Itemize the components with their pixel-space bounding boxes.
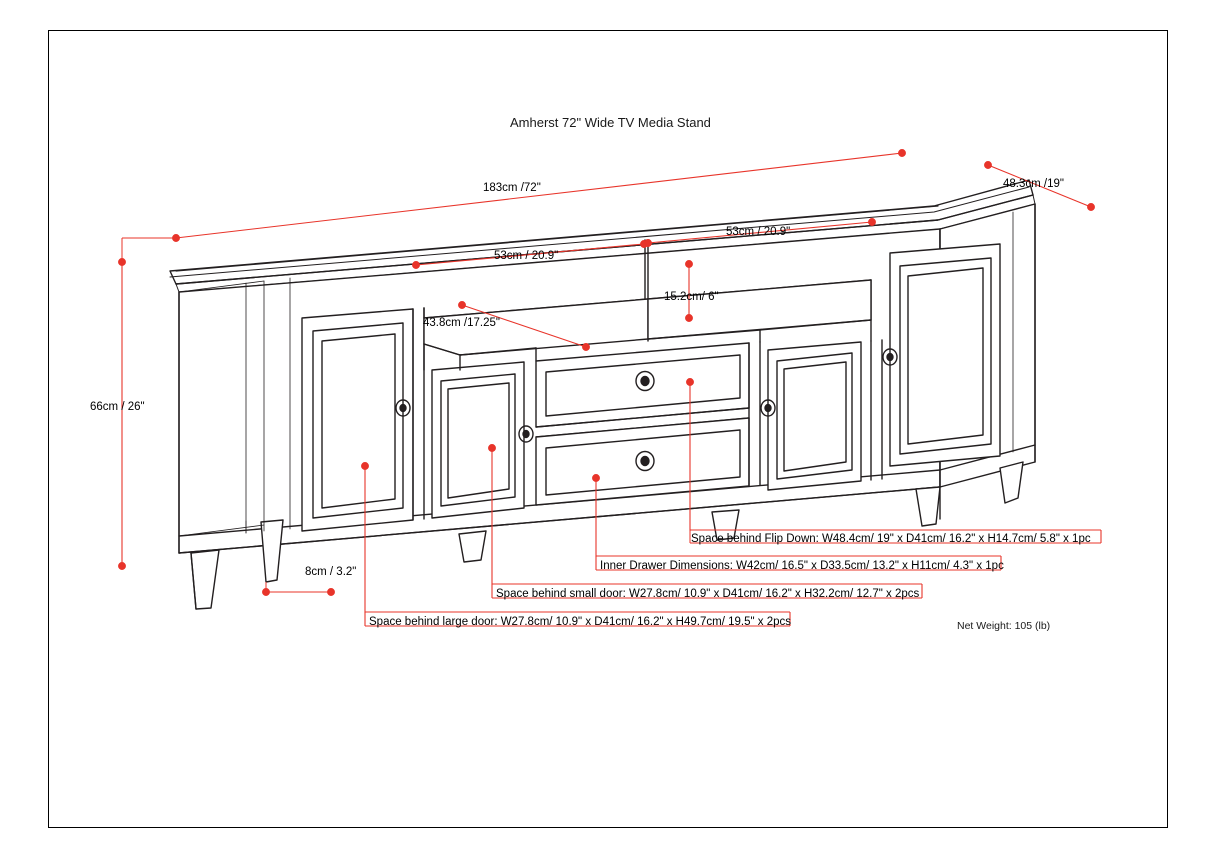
note-small-door: Space behind small door: W27.8cm/ 10.9" x D41cm/ 16.2" x H32.2cm/ 12.7" x 2pcs	[496, 588, 920, 600]
dimension-center-opening-height: 15.2cm/ 6"	[664, 291, 719, 303]
dimension-left-opening-width: 53cm / 20.9"	[494, 250, 559, 262]
note-inner-drawer: Inner Drawer Dimensions: W42cm/ 16.5" x D33.5cm/ 13.2" x H11cm/ 4.3" x 1pc	[600, 560, 1004, 572]
dimension-overall-depth: 48.3cm /19"	[1003, 178, 1064, 190]
page-title: Amherst 72" Wide TV Media Stand	[510, 115, 711, 130]
note-large-door: Space behind large door: W27.8cm/ 10.9" x D41cm/ 16.2" x H49.7cm/ 19.5" x 2pcs	[369, 616, 791, 628]
net-weight-label: Net Weight: 105 (lb)	[957, 620, 1051, 632]
dimension-lower-opening-width: 43.8cm /17.25"	[423, 317, 500, 329]
note-flip-down: Space behind Flip Down: W48.4cm/ 19" x D41cm/ 16.2" x H14.7cm/ 5.8" x 1pc	[691, 533, 1091, 545]
dimension-right-opening-width: 53cm / 20.9"	[726, 226, 791, 238]
dimension-overall-width: 183cm /72"	[483, 182, 541, 194]
dimension-overall-height: 66cm / 26"	[90, 401, 145, 413]
dimension-leg-height: 8cm / 3.2"	[305, 566, 357, 578]
